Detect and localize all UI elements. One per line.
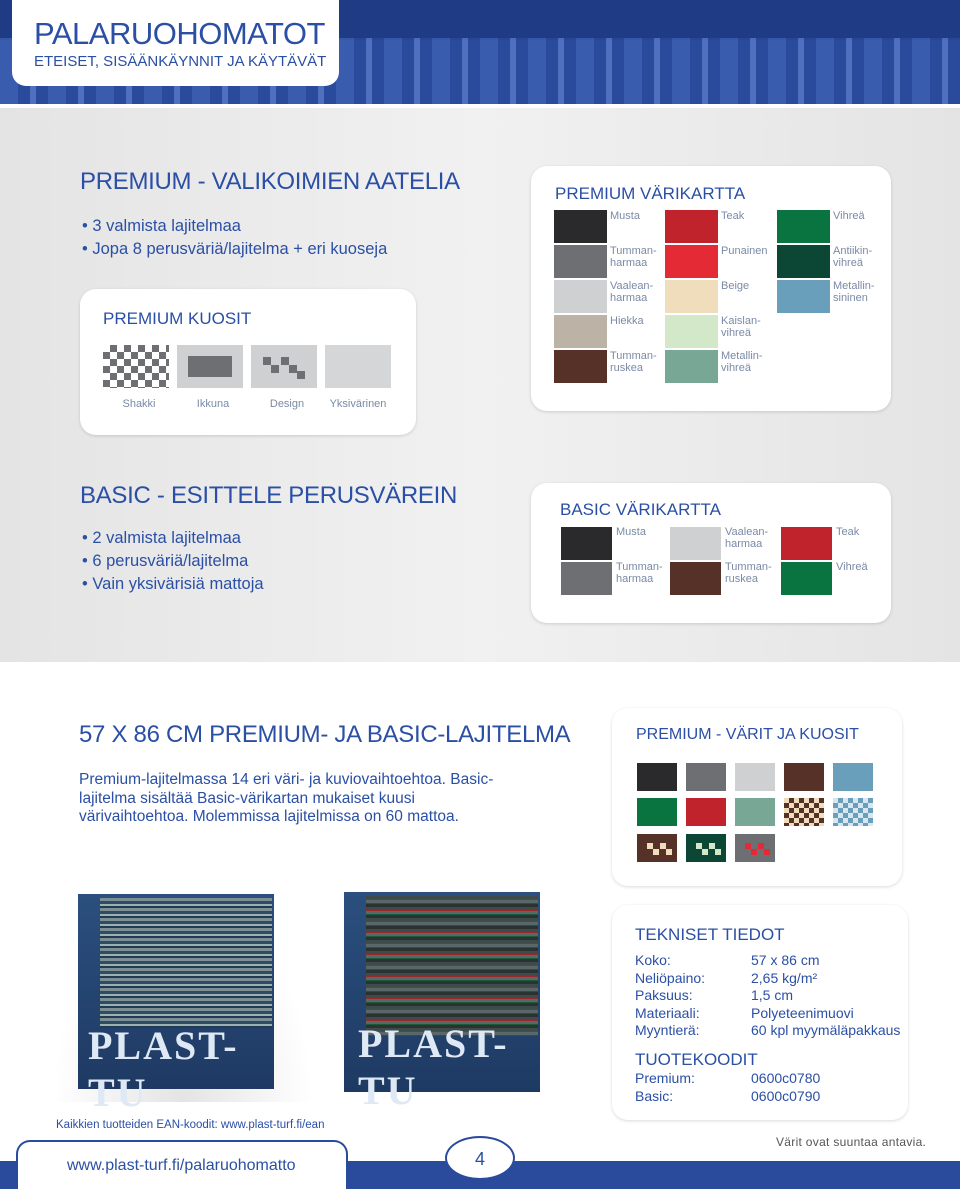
- display-brand-text: PLAST-TU: [88, 1023, 239, 1115]
- spec-label: Koko:: [635, 952, 671, 968]
- color-label: Tumman- harmaa: [616, 561, 663, 585]
- chess-swatch: [784, 798, 824, 826]
- specs-title: TEKNISET TIEDOT: [635, 925, 785, 944]
- color-swatch: [554, 210, 607, 243]
- solid-pattern-swatch: [325, 345, 391, 388]
- basic-chart-title: BASIC VÄRIKARTTA: [560, 500, 721, 519]
- color-swatch: [554, 245, 607, 278]
- color-swatch: [554, 315, 607, 348]
- color-label: Beige: [721, 280, 750, 292]
- pattern-label: Shakki: [122, 398, 156, 410]
- color-label: Vihreä: [836, 561, 868, 573]
- bullet: • 2 valmista lajitelmaa: [82, 527, 264, 550]
- color-swatch: [554, 280, 607, 313]
- bullet: • 6 perusväriä/lajitelma: [82, 550, 264, 573]
- chess-pattern-swatch: [103, 345, 169, 388]
- code-value: 0600c0790: [751, 1087, 821, 1104]
- code-label: Basic:: [635, 1087, 674, 1104]
- color-label: Metallin- sininen: [833, 280, 875, 304]
- pattern-label: Ikkuna: [196, 398, 230, 410]
- code-label: Premium:: [635, 1070, 695, 1086]
- ean-link[interactable]: Kaikkien tuotteiden EAN-koodit: www.plast-turf.fi/ean: [56, 1119, 325, 1131]
- color-swatch: [670, 562, 721, 595]
- color-label: Vaalean- harmaa: [725, 526, 769, 550]
- codes-title: TUOTEKOODIT: [635, 1050, 758, 1069]
- color-swatch: [777, 245, 830, 278]
- design-pattern-swatch: [251, 345, 317, 388]
- basic-bullets: [82, 527, 264, 596]
- page-title: PALARUOHOMATOT: [34, 16, 325, 51]
- design-swatch: [686, 834, 726, 862]
- color-label: Vihreä: [833, 210, 865, 222]
- spec-label: Neliöpaino:: [635, 969, 706, 986]
- swatch: [735, 798, 775, 826]
- swatch: [686, 798, 726, 826]
- spec-label: Myyntierä:: [635, 1022, 700, 1038]
- color-label: Kaislan- vihreä: [721, 315, 761, 339]
- color-swatch: [781, 562, 832, 595]
- color-label: Tumman- harmaa: [610, 245, 657, 269]
- spec-value: 2,65 kg/m²: [751, 969, 818, 986]
- color-label: Tumman- ruskea: [610, 350, 657, 374]
- color-swatch: [777, 210, 830, 243]
- design-swatch: [735, 834, 775, 862]
- window-pattern-swatch: [177, 345, 243, 388]
- colors-note: Värit ovat suuntaa antavia.: [776, 1135, 927, 1149]
- color-label: Metallin- vihreä: [721, 350, 763, 374]
- bullet: • 3 valmista lajitelmaa: [82, 215, 387, 238]
- page-number: 4: [445, 1136, 515, 1180]
- color-swatch: [781, 527, 832, 560]
- color-swatch: [665, 210, 718, 243]
- color-swatch: [665, 350, 718, 383]
- premium-heading: PREMIUM - VALIKOIMIEN AATELIA: [80, 168, 460, 195]
- spec-label: Materiaali:: [635, 1004, 700, 1021]
- swatch: [637, 798, 677, 826]
- spec-value: Polyeteenimuovi: [751, 1004, 854, 1021]
- color-swatch: [665, 280, 718, 313]
- page-subtitle: ETEISET, SISÄÄNKÄYNNIT JA KÄYTÄVÄT: [34, 53, 327, 70]
- color-swatch: [670, 527, 721, 560]
- basic-heading: BASIC - ESITTELE PERUSVÄREIN: [80, 482, 458, 509]
- display-stand-image: [344, 892, 540, 1113]
- assortment-heading: 57 X 86 CM PREMIUM- JA BASIC-LAJITELMA: [79, 721, 571, 748]
- swatch: [833, 763, 873, 791]
- chess-swatch: [833, 798, 873, 826]
- color-label: Tumman- ruskea: [725, 561, 772, 585]
- spec-value: 57 x 86 cm: [751, 952, 820, 968]
- display-brand-text: PLAST-TU: [358, 1021, 509, 1113]
- website-url[interactable]: www.plast-turf.fi/palaruohomatto: [67, 1157, 296, 1174]
- color-swatch: [777, 280, 830, 313]
- color-label: Teak: [836, 526, 860, 538]
- color-swatch: [665, 245, 718, 278]
- premium-bullets: [82, 215, 387, 261]
- pattern-label: Design: [269, 398, 305, 410]
- colors-patterns-title: PREMIUM - VÄRIT JA KUOSIT: [636, 726, 859, 743]
- color-label: Hiekka: [610, 315, 644, 327]
- patterns-title: PREMIUM KUOSIT: [103, 309, 252, 328]
- color-label: Musta: [610, 210, 640, 222]
- swatch: [735, 763, 775, 791]
- color-label: Teak: [721, 210, 745, 222]
- color-swatch: [554, 350, 607, 383]
- color-swatch: [561, 527, 612, 560]
- color-label: Antiikin- vihreä: [833, 245, 873, 269]
- swatch: [637, 763, 677, 791]
- color-label: Punainen: [721, 245, 768, 257]
- design-swatch: [637, 834, 677, 862]
- spec-value: 1,5 cm: [751, 987, 794, 1003]
- swatch: [784, 763, 824, 791]
- color-swatch: [665, 315, 718, 348]
- spec-label: Paksuus:: [635, 987, 693, 1003]
- assortment-text: Premium-lajitelmassa 14 eri väri- ja kuviovaihtoehtoa. Basic-lajitelma sisältää Basic-värikartan mukaiset kuusi värivaihtoehtoa. Molemmissa lajitelmissa on 60 mattoa.: [79, 771, 494, 825]
- color-label: Musta: [616, 526, 646, 538]
- code-value: 0600c0780: [751, 1070, 821, 1086]
- swatch: [686, 763, 726, 791]
- bullet: • Vain yksivärisiä mattoja: [82, 573, 264, 596]
- display-stand-image: [78, 894, 274, 1115]
- color-label: Vaalean- harmaa: [610, 280, 654, 304]
- pattern-label: Yksivärinen: [329, 398, 387, 410]
- spec-value: 60 kpl myymäläpakkaus: [751, 1022, 901, 1038]
- color-swatch: [561, 562, 612, 595]
- bullet: • Jopa 8 perusväriä/lajitelma + eri kuoseja: [82, 238, 387, 261]
- premium-chart-title: PREMIUM VÄRIKARTTA: [555, 184, 746, 203]
